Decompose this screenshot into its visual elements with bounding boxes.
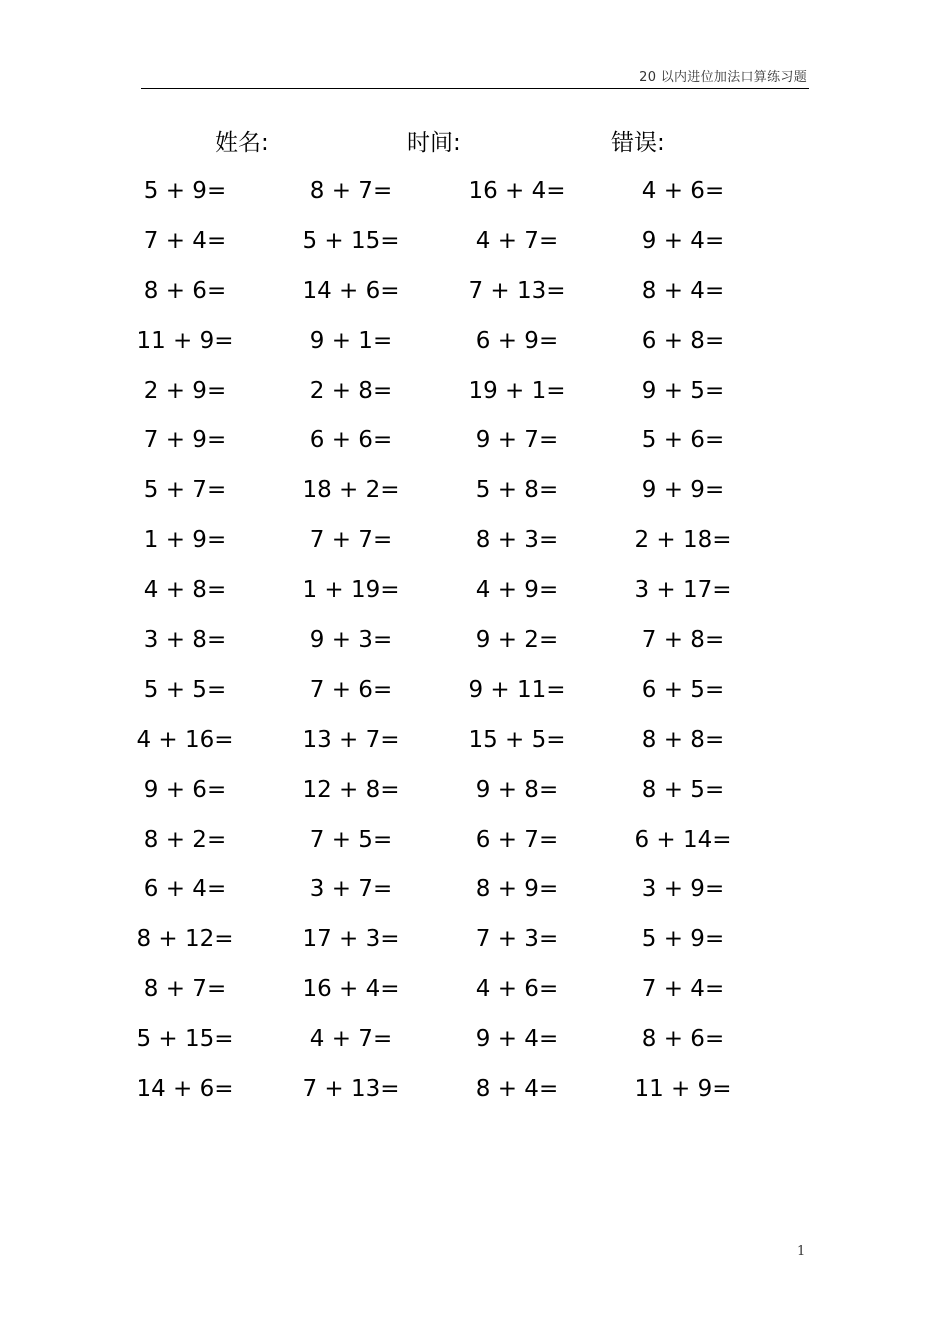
addition-problem: 4 + 6= — [641, 178, 725, 204]
addition-problem: 16 + 4= — [468, 178, 566, 204]
addition-problem: 6 + 4= — [143, 876, 227, 903]
addition-problem: 7 + 9= — [143, 427, 227, 454]
addition-problem: 12 + 8= — [302, 776, 400, 803]
addition-problem: 9 + 2= — [475, 627, 559, 654]
problem-row — [0, 519, 950, 569]
header-divider — [141, 88, 809, 89]
addition-problem: 17 + 3= — [302, 926, 400, 953]
addition-problem: 8 + 5= — [641, 776, 725, 803]
page-header-title: 20 以内进位加法口算练习题 — [639, 70, 807, 85]
problem-row — [0, 669, 950, 719]
addition-problem: 5 + 7= — [143, 477, 227, 504]
problem-grid — [0, 170, 950, 1118]
addition-problem: 8 + 12= — [136, 926, 234, 953]
addition-problem: 5 + 8= — [475, 477, 559, 504]
name-label: 姓名: — [215, 130, 269, 156]
problem-row — [0, 569, 950, 619]
addition-problem: 7 + 3= — [475, 926, 559, 953]
addition-problem: 6 + 6= — [309, 427, 393, 454]
addition-problem: 16 + 4= — [302, 976, 400, 1003]
addition-problem: 5 + 6= — [641, 427, 725, 454]
addition-problem: 9 + 5= — [641, 377, 725, 404]
addition-problem: 8 + 7= — [143, 976, 227, 1003]
time-label: 时间: — [407, 130, 461, 156]
problem-row — [0, 819, 950, 869]
addition-problem: 9 + 9= — [641, 477, 725, 504]
problem-row — [0, 719, 950, 769]
student-info-row — [0, 126, 950, 160]
addition-problem: 7 + 6= — [309, 676, 393, 703]
addition-problem: 7 + 13= — [468, 277, 566, 304]
addition-problem: 18 + 2= — [302, 477, 400, 504]
addition-problem: 9 + 6= — [143, 776, 227, 803]
addition-problem: 9 + 1= — [309, 327, 393, 354]
addition-problem: 8 + 8= — [641, 726, 725, 753]
addition-problem: 7 + 8= — [641, 627, 725, 654]
addition-problem: 6 + 8= — [641, 327, 725, 354]
errors-label: 错误: — [611, 130, 665, 156]
addition-problem: 8 + 4= — [641, 277, 725, 304]
addition-problem: 9 + 7= — [475, 427, 559, 454]
addition-problem: 8 + 9= — [475, 876, 559, 903]
problem-row — [0, 469, 950, 519]
problem-row — [0, 1068, 950, 1118]
addition-problem: 8 + 2= — [143, 826, 227, 853]
problem-row — [0, 769, 950, 819]
addition-problem: 7 + 4= — [143, 227, 227, 254]
problem-row — [0, 270, 950, 320]
addition-problem: 9 + 4= — [641, 227, 725, 254]
addition-problem: 8 + 7= — [309, 178, 393, 204]
addition-problem: 7 + 5= — [309, 826, 393, 853]
problem-row — [0, 868, 950, 918]
addition-problem: 13 + 7= — [302, 726, 400, 753]
addition-problem: 2 + 9= — [143, 377, 227, 404]
addition-problem: 19 + 1= — [468, 377, 566, 404]
problem-row — [0, 619, 950, 669]
addition-problem: 1 + 9= — [143, 527, 227, 554]
problem-row — [0, 320, 950, 370]
addition-problem: 1 + 19= — [302, 577, 400, 604]
addition-problem: 7 + 4= — [641, 976, 725, 1003]
addition-problem: 9 + 11= — [468, 676, 566, 703]
addition-problem: 5 + 5= — [143, 676, 227, 703]
addition-problem: 14 + 6= — [302, 277, 400, 304]
addition-problem: 4 + 16= — [136, 726, 234, 753]
problem-row — [0, 220, 950, 270]
addition-problem: 6 + 9= — [475, 327, 559, 354]
addition-problem: 8 + 3= — [475, 527, 559, 554]
addition-problem: 8 + 4= — [475, 1076, 559, 1103]
addition-problem: 7 + 13= — [302, 1076, 400, 1103]
addition-problem: 5 + 9= — [143, 178, 227, 204]
addition-problem: 9 + 4= — [475, 1026, 559, 1053]
problem-row — [0, 370, 950, 420]
addition-problem: 2 + 8= — [309, 377, 393, 404]
problem-row — [0, 419, 950, 469]
addition-problem: 3 + 8= — [143, 627, 227, 654]
addition-problem: 3 + 9= — [641, 876, 725, 903]
addition-problem: 4 + 6= — [475, 976, 559, 1003]
addition-problem: 4 + 7= — [309, 1026, 393, 1053]
addition-problem: 4 + 7= — [475, 227, 559, 254]
addition-problem: 11 + 9= — [634, 1076, 732, 1103]
addition-problem: 14 + 6= — [136, 1076, 234, 1103]
addition-problem: 2 + 18= — [634, 527, 732, 554]
addition-problem: 8 + 6= — [641, 1026, 725, 1053]
addition-problem: 9 + 3= — [309, 627, 393, 654]
addition-problem: 8 + 6= — [143, 277, 227, 304]
addition-problem: 3 + 7= — [309, 876, 393, 903]
problem-row — [0, 968, 950, 1018]
addition-problem: 5 + 15= — [136, 1026, 234, 1053]
problem-row — [0, 918, 950, 968]
problem-row — [0, 170, 950, 220]
addition-problem: 11 + 9= — [136, 327, 234, 354]
addition-problem: 5 + 9= — [641, 926, 725, 953]
addition-problem: 7 + 7= — [309, 527, 393, 554]
problem-row — [0, 1018, 950, 1068]
addition-problem: 9 + 8= — [475, 776, 559, 803]
addition-problem: 4 + 9= — [475, 577, 559, 604]
page-number: 1 — [797, 1244, 806, 1259]
addition-problem: 6 + 7= — [475, 826, 559, 853]
addition-problem: 15 + 5= — [468, 726, 566, 753]
addition-problem: 5 + 15= — [302, 227, 400, 254]
addition-problem: 6 + 14= — [634, 826, 732, 853]
addition-problem: 3 + 17= — [634, 577, 732, 604]
addition-problem: 6 + 5= — [641, 676, 725, 703]
addition-problem: 4 + 8= — [143, 577, 227, 604]
